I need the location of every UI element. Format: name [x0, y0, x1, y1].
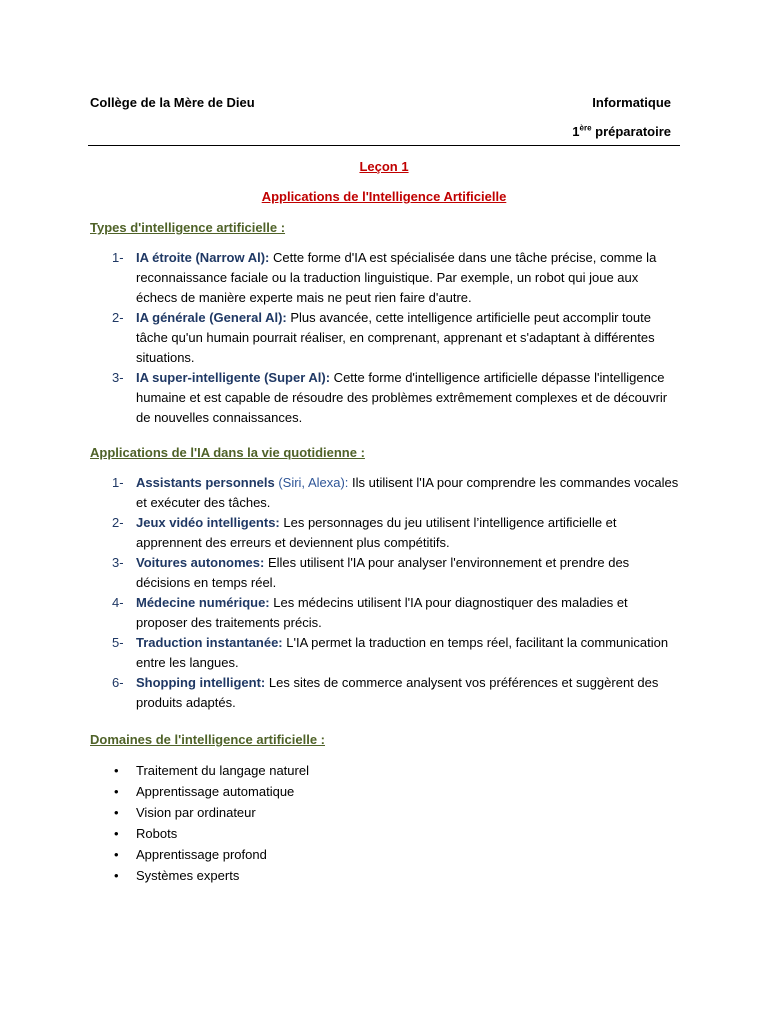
- bullet-icon: •: [114, 763, 119, 778]
- lesson-number: Leçon 1: [359, 159, 409, 174]
- header-divider: [88, 145, 680, 146]
- list-item: 1- IA étroite (Narrow Al): Cette forme d'IA est spécialisée dans une tâche précise, comme la reconnaissance faciale ou la traduction linguistique. Par exemple, un robot qui joue aux échecs de manière experte mais ne peut rien faire d'autre.: [112, 250, 657, 305]
- applications-list: [90, 473, 682, 713]
- list-item: 1- Assistants personnels (Siri, Alexa): Ils utilisent l'IA pour comprendre les commandes vocales et exécuter des tâches.: [112, 475, 679, 510]
- types-list: [90, 248, 682, 428]
- bullet-icon: •: [114, 784, 119, 799]
- section-heading-types: Types d'intelligence artificielle :: [90, 220, 286, 235]
- list-item: • Vision par ordinateur: [90, 803, 682, 824]
- list-item: 5- Traduction instantanée: L'IA permet la traduction en temps réel, facilitant la communication entre les langues.: [112, 635, 669, 670]
- subject-name: Informatique: [592, 95, 671, 110]
- bullet-icon: •: [114, 826, 119, 841]
- school-name: Collège de la Mère de Dieu: [90, 95, 255, 110]
- section-heading-domains: Domaines de l'intelligence artificielle :: [90, 732, 325, 747]
- bullet-icon: •: [114, 805, 119, 820]
- list-item: • Robots: [90, 824, 682, 845]
- list-item: 2- IA générale (General Al): Plus avancée, cette intelligence artificielle peut accomplir toute tâche qu'un humain pourrait réaliser, en comprenant, apprenant et s'adaptant à différentes situations.: [112, 310, 655, 365]
- bullet-icon: •: [114, 868, 119, 883]
- list-item: • Apprentissage automatique: [90, 782, 682, 803]
- domains-list: [90, 761, 682, 887]
- list-item: • Traitement du langage naturel: [90, 761, 682, 782]
- list-item: 4- Médecine numérique: Les médecins utilisent l'IA pour diagnostiquer des maladies et proposer des traitements précis.: [112, 595, 628, 630]
- list-item: 3- IA super-intelligente (Super Al): Cette forme d'intelligence artificielle dépasse l'intelligence humaine et est capable de résoudre des problèmes extrêmement complexes et de découvrir de nouvelles connaissances.: [112, 370, 668, 425]
- section-heading-applications: Applications de l'IA dans la vie quotidienne :: [90, 445, 365, 460]
- list-item: • Systèmes experts: [90, 866, 682, 887]
- list-item: • Apprentissage profond: [90, 845, 682, 866]
- list-item: 2- Jeux vidéo intelligents: Les personnages du jeu utilisent l’intelligence artificielle et apprennent des erreurs et deviennent plus compétitifs.: [112, 515, 617, 550]
- document-title: Applications de l'Intelligence Artificielle: [261, 189, 507, 204]
- list-item: 3- Voitures autonomes: Elles utilisent l'IA pour analyser l'environnement et prendre des décisions en temps réel.: [112, 555, 630, 590]
- list-item: 6- Shopping intelligent: Les sites de commerce analysent vos préférences et suggèrent des produits adaptés.: [112, 675, 659, 710]
- bullet-icon: •: [114, 847, 119, 862]
- grade-level: 1ère préparatoire: [572, 123, 671, 139]
